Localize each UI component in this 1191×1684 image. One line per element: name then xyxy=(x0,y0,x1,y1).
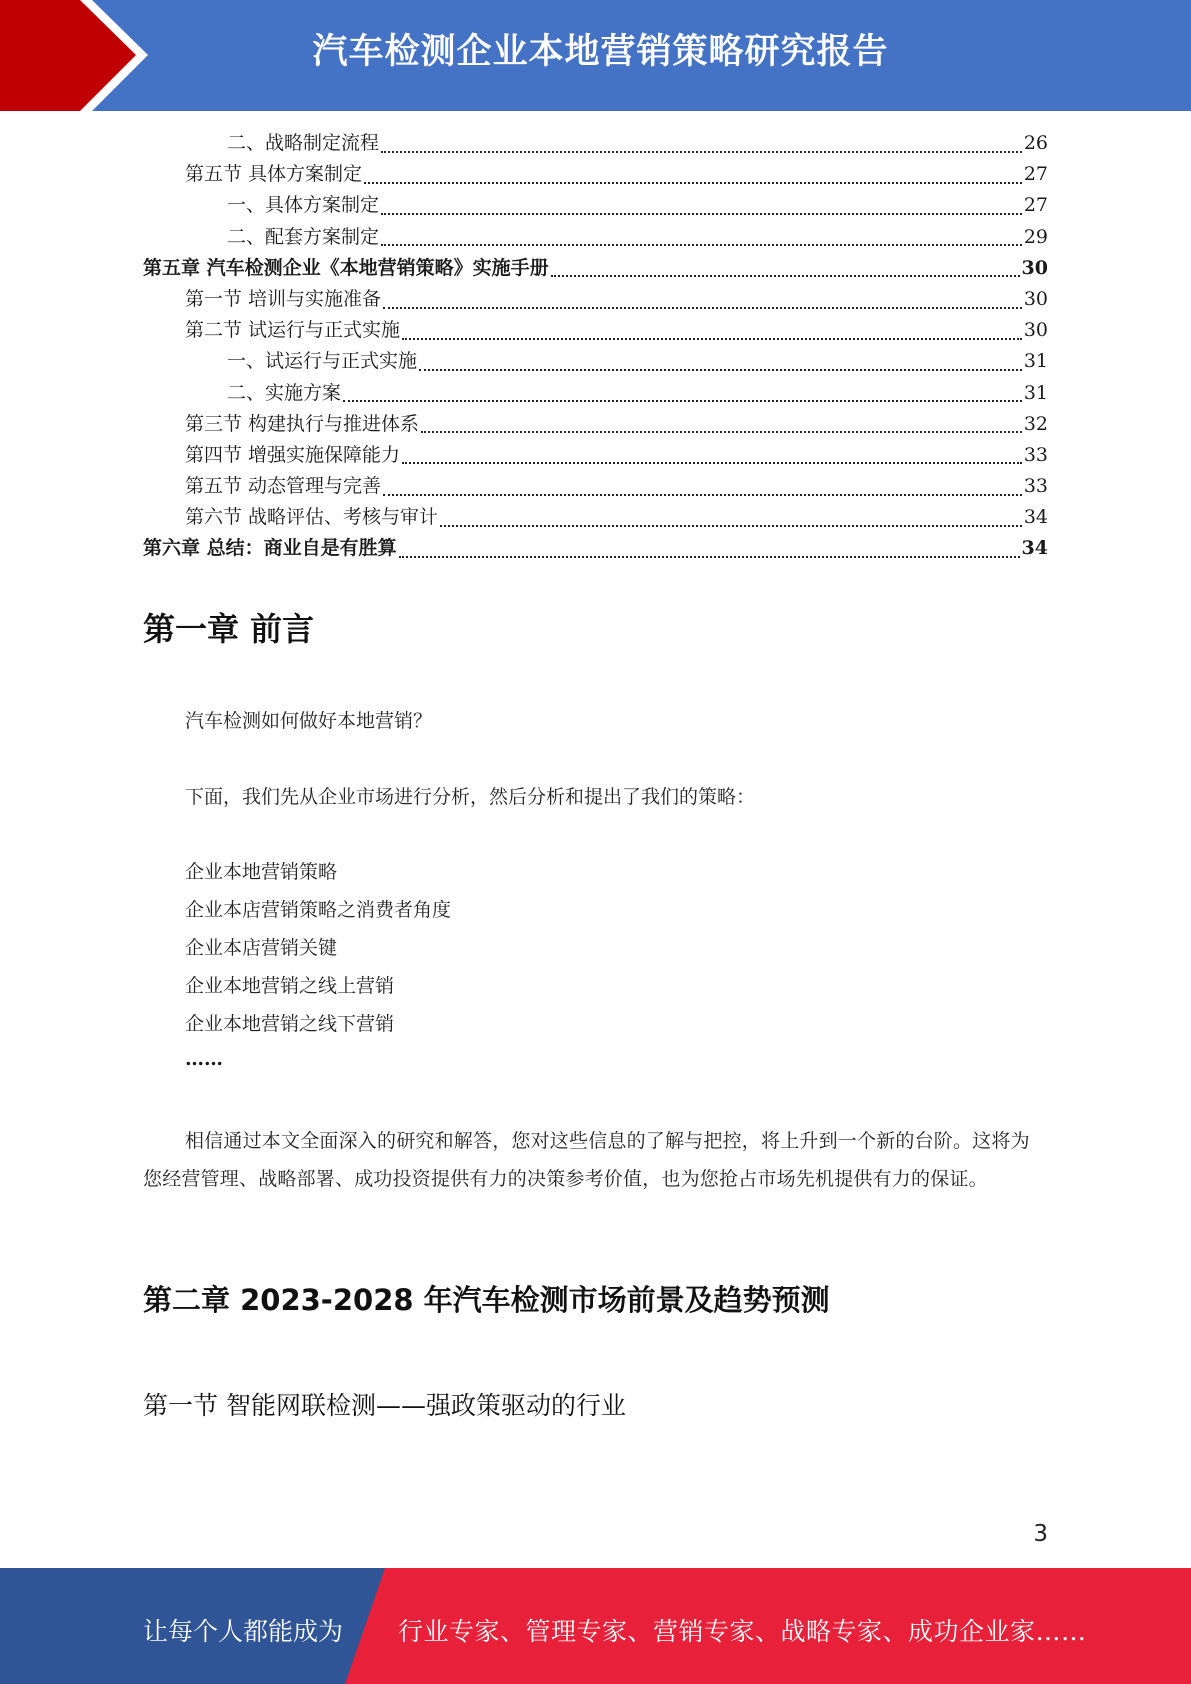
footer-lead: 让每个人都能成为 xyxy=(143,1617,344,1646)
toc-dot-leader xyxy=(440,525,1022,527)
toc-dot-leader xyxy=(402,338,1022,340)
chapter-1-intro: 下面，我们先从企业市场进行分析，然后分析和提出了我们的策略： xyxy=(185,786,756,808)
toc-entry-title: 一、试运行与正式实施 xyxy=(227,350,418,373)
list-item: 企业本地营销之线上营销 xyxy=(185,975,395,997)
toc-entry[interactable] xyxy=(143,253,1048,284)
list-item: 企业本地营销之线下营销 xyxy=(185,1013,395,1035)
chapter-1-heading: 第一章 前言 xyxy=(143,610,315,648)
toc-dot-leader xyxy=(381,213,1022,215)
list-item: 企业本店营销策略之消费者角度 xyxy=(185,899,452,921)
list-ellipsis: …… xyxy=(185,1048,223,1070)
toc-dot-leader xyxy=(381,244,1022,246)
table-of-contents xyxy=(143,128,1048,565)
toc-entry[interactable] xyxy=(143,502,1048,533)
report-header xyxy=(0,0,1191,111)
list-item: 企业本店营销关键 xyxy=(185,937,338,959)
toc-entry-title: 第六节 战略评估、考核与审计 xyxy=(185,506,439,529)
chapter-2-heading: 第二章 2023-2028 年汽车检测市场前景及趋势预测 xyxy=(143,1283,830,1317)
toc-dot-leader xyxy=(364,182,1022,184)
section-1-heading: 第一节 智能网联检测——强政策驱动的行业 xyxy=(143,1391,626,1420)
toc-entry-page: 31 xyxy=(1023,381,1048,404)
toc-entry-page: 30 xyxy=(1023,319,1048,342)
toc-entry-title: 第四节 增强实施保障能力 xyxy=(185,443,401,466)
toc-entry-page: 34 xyxy=(1023,506,1048,529)
toc-entry-title: 二、实施方案 xyxy=(227,381,342,404)
toc-entry-page: 30 xyxy=(1021,256,1048,279)
toc-entry-page: 33 xyxy=(1023,443,1048,466)
toc-entry-page: 34 xyxy=(1021,537,1048,560)
toc-entry-page: 33 xyxy=(1023,475,1048,498)
report-footer xyxy=(0,1568,1191,1684)
toc-entry[interactable] xyxy=(143,284,1048,315)
toc-entry-title: 第五节 具体方案制定 xyxy=(185,163,363,186)
toc-entry[interactable] xyxy=(143,315,1048,346)
toc-entry-title: 第二节 试运行与正式实施 xyxy=(185,319,401,342)
list-item: 企业本地营销策略 xyxy=(185,861,338,883)
toc-entry-page: 30 xyxy=(1023,287,1048,310)
page-number: 3 xyxy=(1033,1521,1048,1547)
toc-entry[interactable] xyxy=(143,378,1048,409)
toc-entry-title: 二、战略制定流程 xyxy=(227,132,380,154)
toc-entry-title: 第五章 汽车检测企业《本地营销策略》实施手册 xyxy=(143,256,549,279)
strategy-list xyxy=(185,858,451,1048)
toc-entry[interactable] xyxy=(143,128,1048,159)
toc-dot-leader xyxy=(402,462,1022,464)
toc-entry[interactable] xyxy=(143,222,1048,253)
toc-dot-leader xyxy=(421,431,1022,433)
toc-entry[interactable] xyxy=(143,440,1048,471)
toc-entry-title: 二、配套方案制定 xyxy=(227,225,380,248)
toc-dot-leader xyxy=(343,400,1022,402)
toc-entry[interactable] xyxy=(143,409,1048,440)
toc-entry-title: 第一节 培训与实施准备 xyxy=(185,287,382,310)
toc-entry[interactable] xyxy=(143,533,1048,564)
toc-entry-page: 29 xyxy=(1023,225,1048,248)
toc-entry[interactable] xyxy=(143,190,1048,221)
toc-entry-page: 31 xyxy=(1023,350,1048,373)
toc-entry-page: 26 xyxy=(1023,132,1048,154)
report-title: 汽车检测企业本地营销策略研究报告 xyxy=(312,32,889,72)
toc-entry-page: 32 xyxy=(1023,412,1048,435)
toc-entry-page: 27 xyxy=(1023,194,1048,217)
toc-entry-page: 27 xyxy=(1023,163,1048,186)
toc-dot-leader xyxy=(551,275,1020,277)
chapter-1-question: 汽车检测如何做好本地营销？ xyxy=(185,710,433,732)
toc-dot-leader xyxy=(383,307,1022,309)
toc-dot-leader xyxy=(381,151,1022,153)
toc-dot-leader xyxy=(419,369,1022,371)
toc-entry[interactable] xyxy=(143,346,1048,377)
toc-dot-leader xyxy=(399,556,1020,558)
toc-dot-leader xyxy=(383,494,1022,496)
toc-entry-title: 第六章 总结：商业自是有胜算 xyxy=(143,537,397,560)
toc-entry-title: 第五节 动态管理与完善 xyxy=(185,475,382,498)
toc-entry-title: 一、具体方案制定 xyxy=(227,194,380,217)
toc-entry-title: 第三节 构建执行与推进体系 xyxy=(185,412,420,435)
toc-entry[interactable] xyxy=(143,159,1048,190)
toc-entry[interactable] xyxy=(143,471,1048,502)
chapter-1-conclusion: 相信通过本文全面深入的研究和解答，您对这些信息的了解与把控，将上升到一个新的台阶。这将为您经营管理、战略部署、成功投资提供有力的决策参考价值，也为您抢占市场先机提供有力的保证。 xyxy=(143,1130,1030,1190)
footer-tagline: 行业专家、管理专家、营销专家、战略专家、成功企业家…… xyxy=(398,1617,1087,1646)
